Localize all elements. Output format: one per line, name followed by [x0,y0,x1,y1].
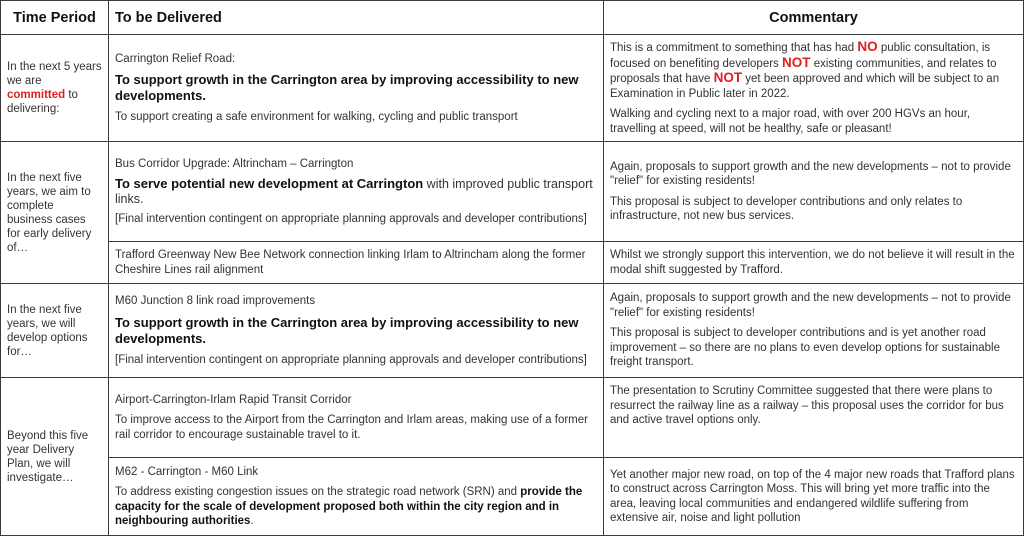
header-row [1,1,1024,35]
header-to-be-delivered: To be Delivered [109,1,604,35]
commentary-paragraph: Whilst we strongly support this intervention, we do not believe it will result in the modal shift suggested by Trafford. [610,249,1015,276]
objective-bold: To serve potential new development at Carrington [115,176,424,191]
commentary-paragraph: This proposal is subject to developer contributions and is yet another road improvement – so there are no plans to even develop options for sustainable freight transport. [610,327,1000,369]
deliverable-cell [109,142,604,242]
deliverable-cell [109,242,604,284]
commentary-paragraph: Walking and cycling next to a major road, with over 200 HGVs an hour, travelling at speed, will not be healthy, safe or pleasant! [610,108,971,135]
deliverable-title: Carrington Relief Road: [115,52,236,65]
deliverable-objective [115,177,597,206]
table-row [1,458,1024,536]
period-text: In the next 5 years we are [7,61,102,87]
commentary-text: public consultation, is focused on benefiting developers [610,42,991,70]
deliverable-note: To support creating a safe environment for walking, cycling and public transport [115,111,518,123]
table-row [1,35,1024,142]
objective-tail: with improved public transport links. [115,177,593,206]
deliverable-title: M60 Junction 8 link road improvements [115,295,316,307]
deliverable-cell [109,35,604,142]
commentary-paragraph: This proposal is subject to developer contributions and only relates to infrastructure, not new bus services. [610,195,963,222]
table-row [1,142,1024,242]
deliverable-cell [109,458,604,536]
deliverable-title: Bus Corridor Upgrade: Altrincham – Carrington [115,157,354,170]
deliverable-title: Trafford Greenway New Bee Network connection linking Irlam to Altrincham along the former Cheshire Lines rail alignment [115,249,586,276]
emphasis-not: NOT [782,54,811,70]
commentary-cell [604,142,1024,242]
deliverable-title: Airport-Carrington-Irlam Rapid Transit Corridor [115,393,352,406]
period-text: to delivering: [7,89,78,115]
period-cell: In the next five years, we aim to complete business cases for early delivery of… [1,142,109,284]
table-row [1,242,1024,284]
commentary-paragraph [610,40,1017,101]
commentary-cell [604,378,1024,458]
period-cell: Beyond this five year Delivery Plan, we will investigate… [1,378,109,536]
commentary-cell [604,284,1024,378]
deliverable-note [115,485,597,529]
commentary-paragraph: Yet another major new road, on top of the 4 major new roads that Trafford plans to construct across Carrington Moss. This will bring yet more traffic into the area, leaving local communities and endangered wildlife suffering from extensive air, noise and light pollution [610,468,1015,524]
period-cell [1,35,109,142]
header-commentary: Commentary [604,1,1024,35]
commentary-cell [604,35,1024,142]
commentary-paragraph: Again, proposals to support growth and the new developments – not to provide "relief" for existing residents! [610,160,1011,187]
commentary-text: This is a commitment to something that has had [610,42,855,54]
emphasis-not: NOT [713,70,743,85]
deliverable-note: To improve access to the Airport from the Carrington and Irlam areas, making use of a former rail corridor to encourage sustainable travel to it. [115,414,588,441]
note-text: To address existing congestion issues on the strategic road network (SRN) and [115,486,521,498]
table-row [1,284,1024,378]
deliverable-title: M62 - Carrington - M60 Link [115,465,259,478]
deliverable-note: [Final intervention contingent on appropriate planning approvals and developer contributions] [115,353,587,366]
commentary-cell [604,242,1024,284]
deliverable-cell [109,378,604,458]
commentary-text: yet been approved and which will be subject to an Examination in Public later in 2022. [610,73,1000,100]
table-row [1,378,1024,458]
period-cell: In the next five years, we will develop options for… [1,284,109,378]
deliverable-objective: To support growth in the Carrington area by improving accessibility to new developments. [115,72,579,103]
deliverable-objective: To support growth in the Carrington area by improving accessibility to new developments. [115,314,579,346]
commentary-paragraph: Again, proposals to support growth and the new developments – not to provide "relief" for existing residents! [610,292,1011,319]
deliverable-note: [Final intervention contingent on appropriate planning approvals and developer contributions] [115,213,587,225]
deliverable-cell [109,284,604,378]
header-time-period: Time Period [1,1,109,35]
commentary-cell [604,458,1024,536]
emphasis-no: NO [857,39,878,54]
note-bold: provide the capacity for the scale of development proposed both within the city region and in neighbouring authorities [115,486,583,527]
commentary-paragraph: The presentation to Scrutiny Committee suggested that there were plans to resurrect the railway line as a railway – this proposal uses the corridor for bus and active travel options only. [610,385,1004,426]
commentary-text: existing communities, and relates to proposals that have [610,57,997,85]
note-text: . [250,515,254,527]
period-highlight: committed [7,89,66,101]
